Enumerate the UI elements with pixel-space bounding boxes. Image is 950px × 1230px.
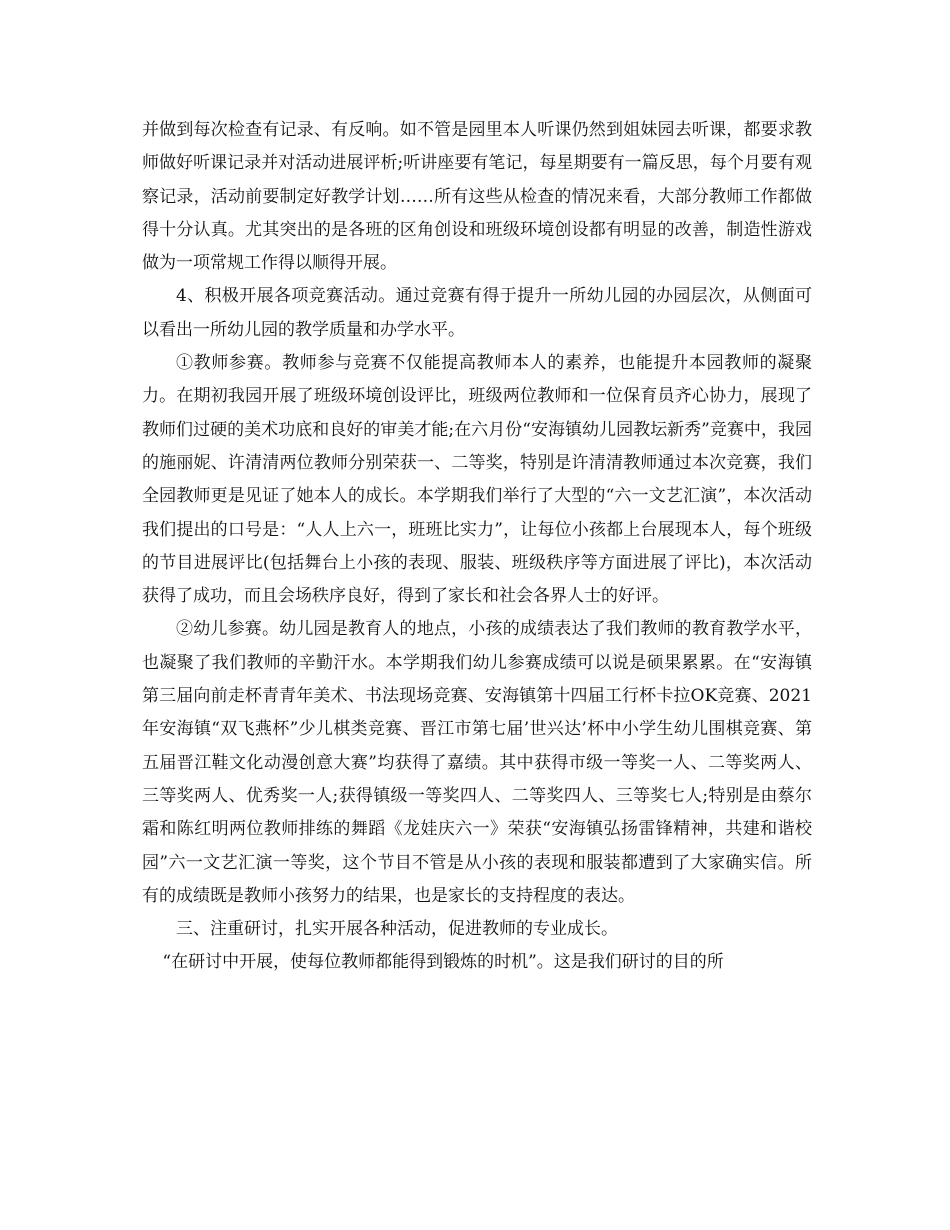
paragraph-competitions: 4、积极开展各项竞赛活动。通过竞赛有得于提升一所幼儿园的办园层次，从侧面可以看出一所幼儿园的教学质量和办学水平。	[142, 286, 812, 340]
paragraph-research-goal: “在研讨中开展，使每位教师都能得到锻炼的时机”。这是我们研讨的目的所	[162, 952, 724, 973]
section-heading-research: 三、注重研讨，扎实开展各种活动，促进教师的专业成长。	[176, 919, 618, 940]
document-page	[142, 114, 812, 980]
paragraph-child-competitions: ②幼儿参赛。幼儿园是教育人的地点，小孩的成绩表达了我们教师的教育教学水平，也凝聚了我们教师的辛勤汗水。本学期我们幼儿参赛成绩可以说是硕果累累。在“安海镇第三届向前走杯青青年美术、书法现场竞赛、安海镇第十四届工行杯卡拉OK竞赛、2021年安海镇“双飞燕杯”少儿棋类竞赛、晋江市第七届’世兴达’杯中小学生幼儿围棋竞赛、第五届晋江鞋文化动漫创意大赛”均获得了嘉绩。其中获得市级一等奖一人、二等奖两人、三等奖两人、优秀奖一人;获得镇级一等奖四人、二等奖四人、三等奖七人;特别是由蔡尔霜和陈红明两位教师排练的舞蹈《龙娃庆六一》荣获“安海镇弘扬雷锋精神，共建和谐校园”六一文艺汇演一等奖，这个节目不管是从小孩的表现和服装都遭到了大家确实信。所有的成绩既是教师小孩努力的结果，也是家长的支持程度的表达。	[142, 619, 812, 906]
paragraph-continuation: 并做到每次检查有记录、有反响。如不管是园里本人听课仍然到姐妹园去听课，都要求教师做好听课记录并对活动进展评析;听讲座要有笔记，每星期要有一篇反思，每个月要有观察记录，活动前要制定好教学计划……所有这些从检查的情况来看，大部分教师工作都做得十分认真。尤其突出的是各班的区角创设和班级环境创设都有明显的改善，制造性游戏做为一项常规工作得以顺得开展。	[142, 120, 812, 274]
paragraph-teacher-competitions: ①教师参赛。教师参与竞赛不仅能提高教师本人的素养，也能提升本园教师的凝聚力。在期初我园开展了班级环境创设评比，班级两位教师和一位保育员齐心协力，展现了教师们过硬的美术功底和良好的审美才能;在六月份“安海镇幼儿园教坛新秀”竞赛中，我园的施丽妮、许清清两位教师分别荣获一、二等奖，特别是许清清教师通过本次竞赛，我们全园教师更是见证了她本人的成长。本学期我们举行了大型的“六一文艺汇演”，本次活动我们提出的口号是：“人人上六一，班班比实力”，让每位小孩都上台展现本人，每个班级的节目进展评比(包括舞台上小孩的表现、服装、班级秩序等方面进展了评比)，本次活动获得了成功，而且会场秩序良好，得到了家长和社会各界人士的好评。	[142, 353, 812, 607]
